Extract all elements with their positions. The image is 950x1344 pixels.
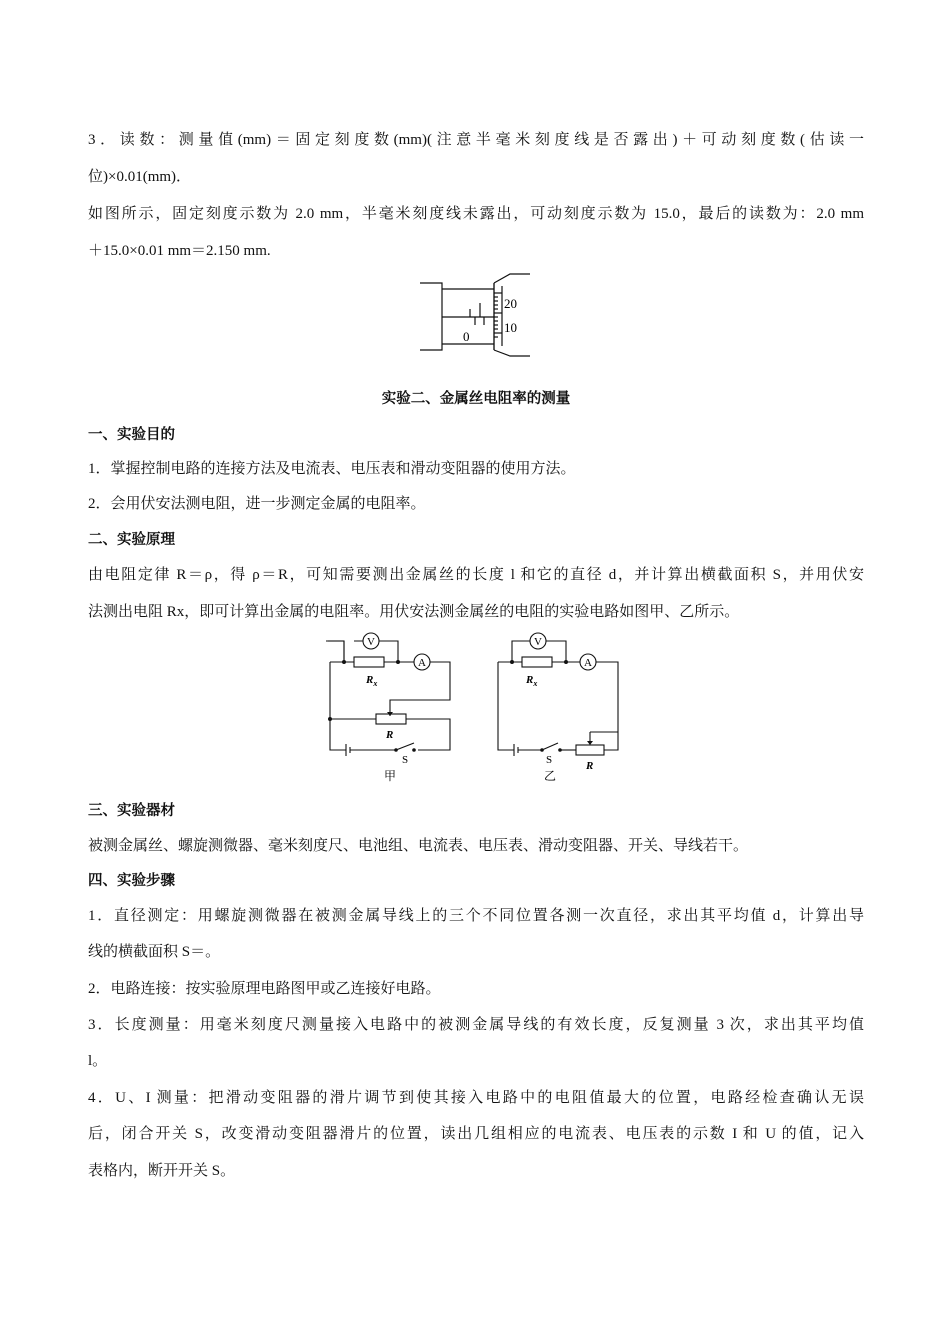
principle-line-1: 由电阻定律 R＝ρ，得 ρ＝R，可知需要测出金属丝的长度 l 和它的直径 d，并计算出横截面积 S，并用伏安 bbox=[88, 567, 864, 583]
principle-line-2: 法测出电阻 Rx，即可计算出金属的电阻率。用伏安法测金属丝的电阻的实验电路如图甲、乙所示。 bbox=[88, 604, 740, 620]
step-3-line-2: l。 bbox=[88, 1053, 108, 1069]
steps-heading: 四、实验步骤 bbox=[88, 873, 175, 889]
circuit-label-yi: 乙 bbox=[544, 769, 557, 783]
step-1-line-1: 1．直径测定：用螺旋测微器在被测金属导线上的三个不同位置各测一次直径，求出其平均值 d，计算出导 bbox=[88, 908, 864, 924]
equipment-heading: 三、实验器材 bbox=[88, 803, 175, 819]
rheostat-label-yi: R bbox=[586, 760, 594, 772]
step-4-line-2: 后，闭合开关 S，改变滑动变阻器滑片的位置，读出几组相应的电流表、电压表的示数 I 和 U 的值，记入 bbox=[88, 1126, 864, 1142]
micrometer-label-10: 10 bbox=[504, 320, 517, 335]
step-3-line-1: 3．长度测量：用毫米刻度尺测量接入电路中的被测金属导线的有效长度，反复测量 3 次，求出其平均值 bbox=[88, 1017, 864, 1033]
slider-arrow-icon-yi bbox=[587, 741, 593, 745]
rx-label-jia: $R_x$ bbox=[366, 674, 378, 688]
circuit-label-jia: 甲 bbox=[384, 769, 397, 783]
reading-line-3: 如图所示，固定刻度示数为 2.0 mm，半毫米刻度线未露出，可动刻度示数为 15.0，最后的读数为：2.0 mm bbox=[88, 206, 864, 222]
reading-line-2: 位)×0.01(mm)． bbox=[88, 169, 192, 185]
micrometer-label-20: 20 bbox=[504, 296, 517, 311]
purpose-item-2: 2．会用伏安法测电阻，进一步测定金属的电阻率。 bbox=[88, 496, 426, 512]
circuit-diagram-yi bbox=[490, 632, 624, 784]
step-4-line-3: 表格内，断开开关 S。 bbox=[88, 1163, 236, 1179]
circuit-diagram-jia bbox=[322, 632, 456, 784]
ammeter-label-yi: A bbox=[584, 657, 592, 669]
purpose-item-1: 1．掌握控制电路的连接方法及电流表、电压表和滑动变阻器的使用方法。 bbox=[88, 461, 576, 477]
micrometer-label-0: 0 bbox=[463, 329, 470, 344]
micrometer-figure bbox=[418, 272, 536, 358]
switch-label-jia: S bbox=[402, 754, 409, 766]
ammeter-label-jia: A bbox=[418, 657, 426, 669]
switch-label-yi: S bbox=[546, 754, 553, 766]
step-2: 2．电路连接：按实验原理电路图甲或乙连接好电路。 bbox=[88, 981, 441, 997]
rheostat-label-jia: R bbox=[386, 729, 394, 741]
voltmeter-label-jia: V bbox=[367, 636, 375, 648]
voltmeter-label-yi: V bbox=[534, 636, 542, 648]
principle-heading: 二、实验原理 bbox=[88, 532, 175, 548]
step-4-line-1: 4．U、I 测量：把滑动变阻器的滑片调节到使其接入电路中的电阻值最大的位置，电路经检查确认无误 bbox=[88, 1090, 864, 1106]
reading-line-1: 3．读数：测量值(mm)＝固定刻度数(mm)(注意半毫米刻度线是否露出)＋可动刻度数(估读一 bbox=[88, 132, 864, 148]
equipment-text: 被测金属丝、螺旋测微器、毫米刻度尺、电池组、电流表、电压表、滑动变阻器、开关、导线若干。 bbox=[88, 838, 749, 854]
rx-label-yi: $R_x$ bbox=[526, 674, 538, 688]
reading-line-4: ＋15.0×0.01 mm＝2.150 mm. bbox=[88, 243, 271, 259]
step-1-line-2: 线的横截面积 S＝。 bbox=[88, 944, 221, 960]
experiment-title: 实验二、金属丝电阻率的测量 bbox=[381, 391, 571, 407]
purpose-heading: 一、实验目的 bbox=[88, 427, 175, 443]
